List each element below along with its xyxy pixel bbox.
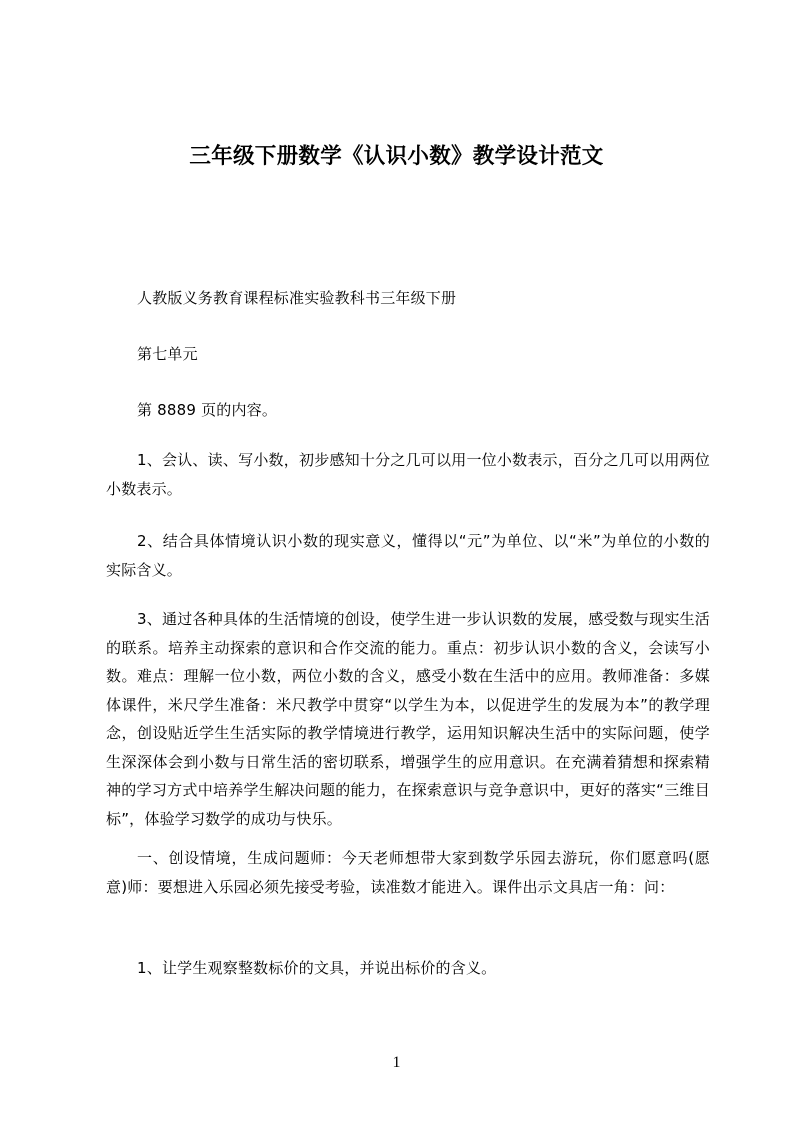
page-number: 1 bbox=[392, 1054, 401, 1071]
paragraph-section-1: 一、创设情境，生成问题师：今天老师想带大家到数学乐园去游玩，你们愿意吗(愿意)师：要想进入乐园必须先接受考验，读准数才能进入。课件出示文具店一角：问： bbox=[106, 849, 710, 896]
paragraph-goal-1: 1、会认、读、写小数，初步感知十分之几可以用一位小数表示，百分之几可以用两位小数表示。 bbox=[106, 451, 710, 498]
paragraph-step-1: 1、让学生观察整数标价的文具，并说出标价的含义。 bbox=[137, 959, 497, 977]
paragraph-unit: 第七单元 bbox=[137, 345, 198, 363]
paragraph-textbook: 人教版义务教育课程标准实验教科书三年级下册 bbox=[137, 289, 457, 307]
paragraph-goal-2: 2、结合具体情境认识小数的现实意义，懂得以“元”为单位、以“米”为单位的小数的实际含义。 bbox=[106, 532, 710, 579]
paragraph-goal-3: 3、通过各种具体的生活情境的创设，使学生进一步认识数的发展，感受数与现实生活的联系。培养主动探索的意识和合作交流的能力。重点：初步认识小数的含义，会读写小数。难点：理解一位小数，两位小数的含义，感受小数在生活中的应用。教师准备：多媒体课件，米尺学生准备：米尺教学中贯穿“以学生为本，以促进学生的发展为本”的教学理念，创设贴近学生生活实际的教学情境进行教学，运用知识解决生活中的实际问题，使学生深深体会到小数与日常生活的密切联系，增强学生的应用意识。在充满着猜想和探索精神的学习方式中培养学生解决问题的能力，在探索意识与竞争意识中，更好的落实“三维目标”，体验学习数学的成功与快乐。 bbox=[106, 610, 710, 828]
paragraph-pages: 第 8889 页的内容。 bbox=[137, 401, 278, 419]
document-title: 三年级下册数学《认识小数》教学设计范文 bbox=[189, 144, 604, 169]
